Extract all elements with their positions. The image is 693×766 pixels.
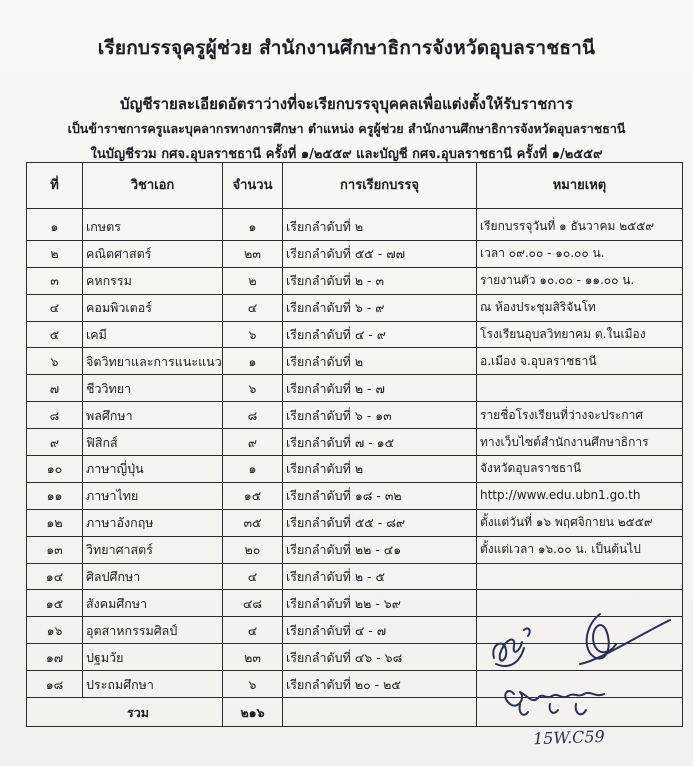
table-row xyxy=(27,617,683,644)
cell-call: เรียกลำดับที่ ๕๕ - ๘๙ xyxy=(283,509,477,536)
total-count: ๒๑๖ xyxy=(223,698,283,727)
table-row xyxy=(27,321,683,348)
cell-subject: ชีววิทยา xyxy=(83,375,223,402)
document-position-line: เป็นข้าราชการครูและบุคลากรทางการศึกษา ตำแหน่ง ครูผู้ช่วย สำนักงานศึกษาธิการจังหวัดอุบลราชธานี xyxy=(67,121,626,136)
cell-count: ๑ xyxy=(223,456,283,483)
header-note: หมายเหตุ xyxy=(477,163,683,209)
cell-call: เรียกลำดับที่ ๒ - ๕ xyxy=(283,563,477,590)
table-row xyxy=(27,482,683,509)
cell-call: เรียกลำดับที่ ๔ - ๙ xyxy=(283,321,477,348)
cell-subject: คอมพิวเตอร์ xyxy=(83,294,223,321)
table-row xyxy=(27,240,683,267)
cell-call: เรียกลำดับที่ ๒ - ๓ xyxy=(283,267,477,294)
table-row xyxy=(27,671,683,698)
cell-call: เรียกลำดับที่ ๗ - ๑๕ xyxy=(283,429,477,456)
cell-note: อ.เมือง จ.อุบลราชธานี xyxy=(477,348,683,375)
cell-note: ณ ห้องประชุมสิริจันโท xyxy=(477,294,683,321)
vacancy-table xyxy=(26,162,683,727)
cell-note: จังหวัดอุบลราชธานี xyxy=(477,456,683,483)
cell-count: ๔ xyxy=(223,563,283,590)
cell-subject: เคมี xyxy=(83,321,223,348)
cell-note: โรงเรียนอุบลวิทยาคม ต.ในเมือง xyxy=(477,321,683,348)
total-label: รวม xyxy=(27,698,223,727)
cell-call: เรียกลำดับที่ ๒ xyxy=(283,456,477,483)
cell-call: เรียกลำดับที่ ๖ - ๑๓ xyxy=(283,402,477,429)
table-row xyxy=(27,402,683,429)
table-row xyxy=(27,348,683,375)
cell-count: ๑ xyxy=(223,348,283,375)
cell-note: รายชื่อโรงเรียนที่ว่างจะประกาศ xyxy=(477,402,683,429)
cell-count: ๒๐ xyxy=(223,536,283,563)
cell-subject: วิทยาศาสตร์ xyxy=(83,536,223,563)
cell-subject: ภาษาญี่ปุ่น xyxy=(83,456,223,483)
table-row xyxy=(27,209,683,241)
cell-count: ๑ xyxy=(223,209,283,241)
signature-code: 15W.C59 xyxy=(532,726,606,749)
cell-subject: พลศึกษา xyxy=(83,402,223,429)
cell-call: เรียกลำดับที่ ๕๕ - ๗๗ xyxy=(283,240,477,267)
cell-no: ๑๕ xyxy=(27,590,83,617)
cell-no: ๑๗ xyxy=(27,644,83,671)
cell-no: ๑๖ xyxy=(27,617,83,644)
cell-count: ๔๘ xyxy=(223,590,283,617)
cell-no: ๙ xyxy=(27,429,83,456)
header-no: ที่ xyxy=(27,163,83,209)
cell-no: ๑๑ xyxy=(27,482,83,509)
cell-count: ๒๓ xyxy=(223,240,283,267)
cell-subject: ประถมศึกษา xyxy=(83,671,223,698)
cell-count: ๘ xyxy=(223,402,283,429)
total-call-empty xyxy=(283,698,477,727)
cell-call: เรียกลำดับที่ ๔ - ๗ xyxy=(283,617,477,644)
table-row xyxy=(27,456,683,483)
cell-note xyxy=(477,590,683,617)
cell-count: ๖ xyxy=(223,671,283,698)
cell-count: ๙ xyxy=(223,429,283,456)
cell-no: ๑๘ xyxy=(27,671,83,698)
header-subject: วิชาเอก xyxy=(83,163,223,209)
cell-subject: ปฐมวัย xyxy=(83,644,223,671)
cell-subject: ภาษาอังกฤษ xyxy=(83,509,223,536)
cell-no: ๑๔ xyxy=(27,563,83,590)
cell-note xyxy=(477,563,683,590)
table-row xyxy=(27,644,683,671)
cell-no: ๑๐ xyxy=(27,456,83,483)
cell-subject: ภาษาไทย xyxy=(83,482,223,509)
cell-note xyxy=(477,671,683,698)
cell-no: ๘ xyxy=(27,402,83,429)
cell-count: ๒๓ xyxy=(223,644,283,671)
cell-no: ๕ xyxy=(27,321,83,348)
cell-no: ๑๒ xyxy=(27,509,83,536)
document-list-line: ในบัญชีรวม กศจ.อุบลราชธานี ครั้งที่ ๑/๒๕๕๙ และบัญชี กศจ.อุบลราชธานี ครั้งที่ ๑/๒๕๕๙ xyxy=(90,147,603,162)
cell-note: ทางเว็บไซต์สำนักงานศึกษาธิการ xyxy=(477,429,683,456)
cell-no: ๑๓ xyxy=(27,536,83,563)
cell-no: ๓ xyxy=(27,267,83,294)
cell-call: เรียกลำดับที่ ๒ xyxy=(283,348,477,375)
table-row xyxy=(27,563,683,590)
cell-subject: ศิลปศึกษา xyxy=(83,563,223,590)
cell-call: เรียกลำดับที่ ๒ xyxy=(283,209,477,241)
cell-subject: คหกรรม xyxy=(83,267,223,294)
header-count: จำนวน xyxy=(223,163,283,209)
cell-note xyxy=(477,644,683,671)
cell-note xyxy=(477,617,683,644)
table-row xyxy=(27,590,683,617)
cell-subject: อุตสาหกรรมศิลป์ xyxy=(83,617,223,644)
total-note-empty xyxy=(477,698,683,727)
cell-call: เรียกลำดับที่ ๖ - ๙ xyxy=(283,294,477,321)
cell-no: ๒ xyxy=(27,240,83,267)
header-call: การเรียกบรรจุ xyxy=(283,163,477,209)
cell-note: เรียกบรรจุวันที่ ๑ ธันวาคม ๒๕๕๙ xyxy=(477,209,683,241)
cell-no: ๗ xyxy=(27,375,83,402)
cell-note: เวลา ๐๙.๐๐ - ๑๐.๐๐ น. xyxy=(477,240,683,267)
cell-subject: เกษตร xyxy=(83,209,223,241)
cell-count: ๖ xyxy=(223,321,283,348)
cell-call: เรียกลำดับที่ ๑๘ - ๓๒ xyxy=(283,482,477,509)
table-row xyxy=(27,267,683,294)
table-row xyxy=(27,509,683,536)
cell-subject: จิตวิทยาและการแนะแนว xyxy=(83,348,223,375)
table-row xyxy=(27,536,683,563)
cell-call: เรียกลำดับที่ ๒๒ - ๖๙ xyxy=(283,590,477,617)
cell-subject: ฟิสิกส์ xyxy=(83,429,223,456)
table-total-row xyxy=(27,698,683,727)
cell-call: เรียกลำดับที่ ๔๖ - ๖๘ xyxy=(283,644,477,671)
cell-count: ๔ xyxy=(223,617,283,644)
cell-count: ๓๕ xyxy=(223,509,283,536)
cell-count: ๖ xyxy=(223,375,283,402)
cell-subject: สังคมศึกษา xyxy=(83,590,223,617)
document-subtitle: บัญชีรายละเอียดอัตราว่างที่จะเรียกบรรจุบุคคลเพื่อแต่งตั้งให้รับราชการ xyxy=(120,95,573,113)
page-title: เรียกบรรจุครูผู้ช่วย สำนักงานศึกษาธิการจังหวัดอุบลราชธานี xyxy=(97,37,596,59)
cell-call: เรียกลำดับที่ ๒ - ๗ xyxy=(283,375,477,402)
cell-no: ๖ xyxy=(27,348,83,375)
cell-count: ๒ xyxy=(223,267,283,294)
cell-note: http://www.edu.ubn1.go.th xyxy=(477,482,683,509)
cell-call: เรียกลำดับที่ ๒๒ - ๔๑ xyxy=(283,536,477,563)
cell-no: ๑ xyxy=(27,209,83,241)
cell-count: ๔ xyxy=(223,294,283,321)
table-row xyxy=(27,294,683,321)
cell-count: ๑๕ xyxy=(223,482,283,509)
cell-note: รายงานตัว ๑๐.๐๐ - ๑๑.๐๐ น. xyxy=(477,267,683,294)
table-row xyxy=(27,375,683,402)
table-header-row xyxy=(27,163,683,209)
cell-call: เรียกลำดับที่ ๒๐ - ๒๕ xyxy=(283,671,477,698)
cell-no: ๔ xyxy=(27,294,83,321)
cell-note: ตั้งแต่วันที่ ๑๖ พฤศจิกายน ๒๕๕๙ xyxy=(477,509,683,536)
cell-note: ตั้งแต่เวลา ๑๖.๐๐ น. เป็นต้นไป xyxy=(477,536,683,563)
table-body xyxy=(27,209,683,698)
table-row xyxy=(27,429,683,456)
cell-subject: คณิตศาสตร์ xyxy=(83,240,223,267)
cell-note xyxy=(477,375,683,402)
